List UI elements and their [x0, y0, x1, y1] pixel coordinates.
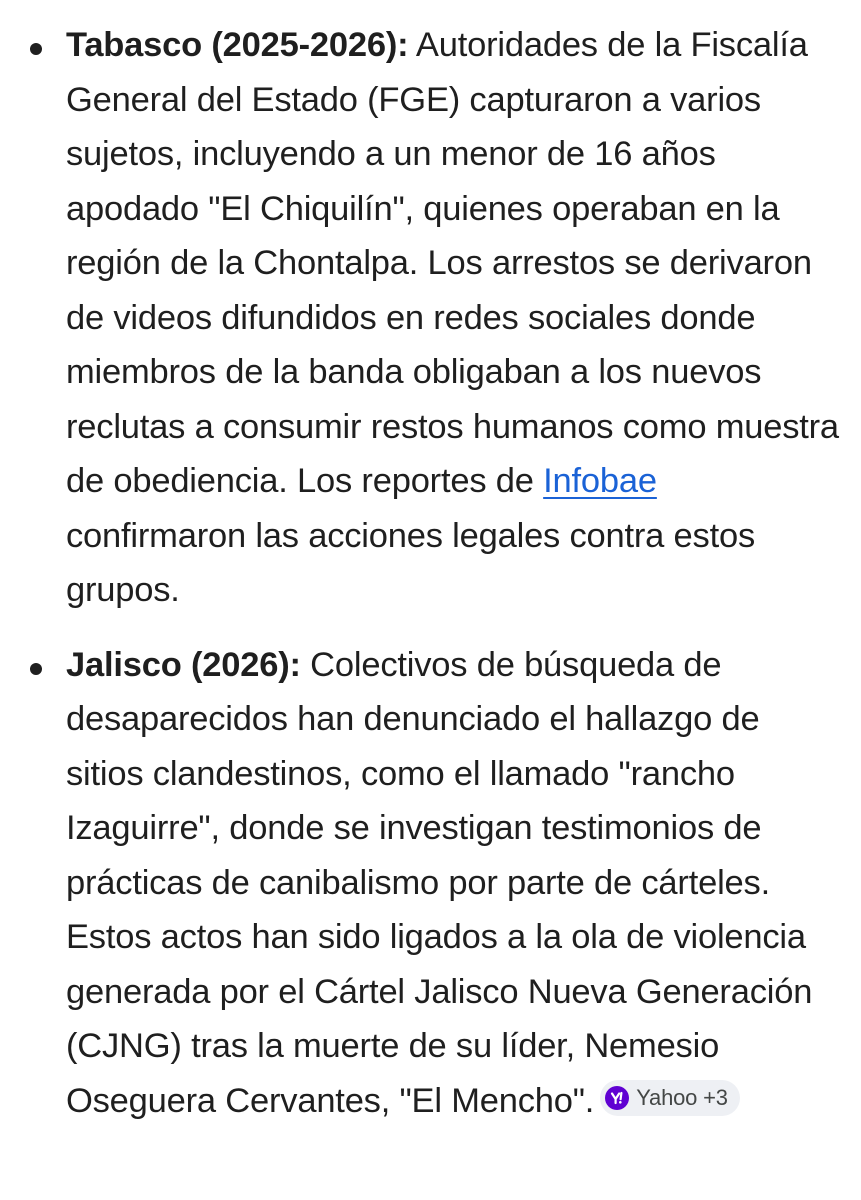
- item-text: Colectivos de búsqueda de desaparecidos han denunciado el hallazgo de sitios clandestinos, como el llamado "rancho Izaguirre", donde se investigan testimonios de prácticas de canibalismo por parte de cárteles. Estos actos han sido ligados a la ola de violencia generada por el Cártel Jalisco Nueva Generación (CJNG) tras la muerte de su líder, Nemesio Oseguera Cervantes, "El Mencho".: [66, 645, 813, 1120]
- source-chip-label: Yahoo +3: [636, 1084, 728, 1110]
- bullet-point: [30, 43, 42, 55]
- yahoo-icon: [605, 1086, 629, 1110]
- item-text-continued: confirmaron las acciones legales contra estos grupos.: [66, 516, 756, 609]
- paragraph-tabasco: [66, 18, 841, 618]
- paragraph-jalisco: [66, 638, 841, 1129]
- source-chip[interactable]: [600, 1080, 740, 1116]
- item-text: Autoridades de la Fiscalía General del Estado (FGE) capturaron a varios sujetos, incluyendo a un menor de 16 años apodado "El Chiquilín", quienes operaban en la región de la Chontalpa. Los arrestos se derivaron de videos difundidos en redes sociales donde miembros de la banda obligaban a los nuevos reclutas a consumir restos humanos como muestra de obediencia. Los reportes de: [66, 26, 839, 500]
- item-title: Tabasco (2025-2026):: [66, 26, 409, 64]
- list-item-jalisco: [0, 638, 841, 1129]
- bullet-point: [30, 663, 42, 675]
- infobae-link[interactable]: Infobae: [543, 462, 657, 500]
- item-title: Jalisco (2026):: [66, 645, 301, 684]
- list-item-tabasco: [0, 18, 841, 618]
